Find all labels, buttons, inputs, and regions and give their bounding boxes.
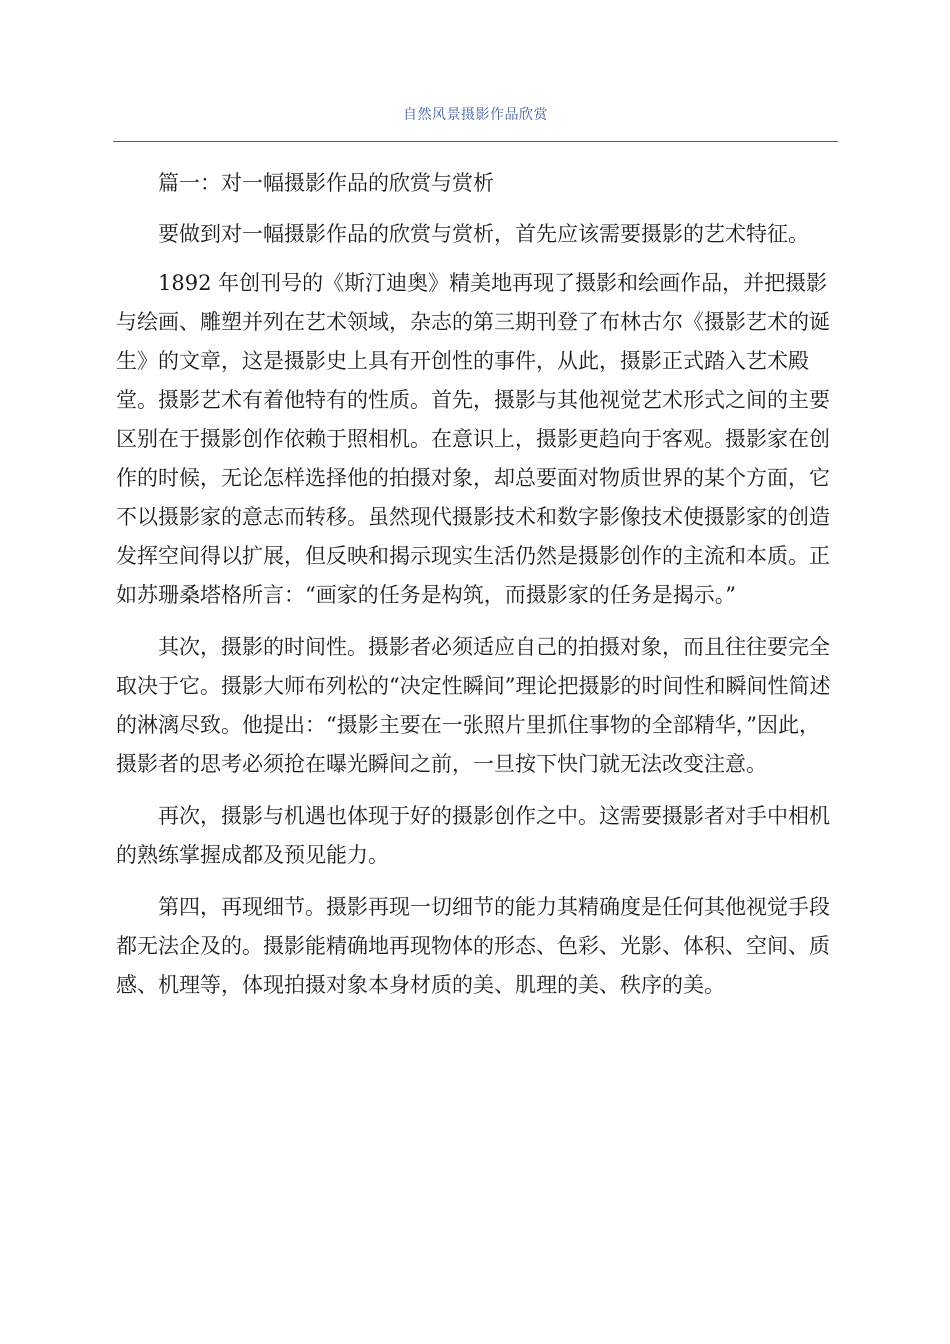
page-header-title: 自然风景摄影作品欣赏 <box>403 107 548 123</box>
paragraph-opportunity: 再次，摄影与机遇也体现于好的摄影创作之中。这需要摄影者对手中相机的熟练掌握成都及预见能力。 <box>116 804 830 867</box>
document-body <box>116 164 836 1018</box>
header-divider <box>113 141 838 142</box>
paragraph-intro: 要做到对一幅摄影作品的欣赏与赏析，首先应该需要摄影的艺术特征。 <box>158 222 809 246</box>
paragraph-details: 第四，再现细节。摄影再现一切细节的能力其精确度是任何其他视觉手段都无法企及的。摄影能精确地再现物体的形态、色彩、光影、体积、空间、质感、机理等，体现拍摄对象本身材质的美、肌理的美、秩序的美。 <box>116 895 830 997</box>
paragraph-history: 1892 年创刊号的《斯汀迪奥》精美地再现了摄影和绘画作品，并把摄影与绘画、雕塑并列在艺术领域，杂志的第三期刊登了布林古尔《摄影艺术的诞生》的文章，这是摄影史上具有开创性的事件，从此，摄影正式踏入艺术殿堂。摄影艺术有着他特有的性质。首先，摄影与其他视觉艺术形式之间的主要区别在于摄影创作依赖于照相机。在意识上，摄影更趋向于客观。摄影家在创作的时候，无论怎样选择他的拍摄对象，却总要面对物质世界的某个方面，它不以摄影家的意志而转移。虽然现代摄影技术和数字影像技术使摄影家的创造发挥空间得以扩展，但反映和揭示现实生活仍然是摄影创作的主流和本质。正如苏珊桑塔格所言：“画家的任务是构筑，而摄影家的任务是揭示。” <box>116 271 830 607</box>
paragraph-timeliness: 其次，摄影的时间性。摄影者必须适应自己的拍摄对象，而且往往要完全取决于它。摄影大师布列松的“决定性瞬间”理论把摄影的时间性和瞬间性简述的淋漓尽致。他提出：“摄影主要在一张照片里抓住事物的全部精华，”因此，摄影者的思考必须抢在曝光瞬间之前，一旦按下快门就无法改变注意。 <box>116 635 831 776</box>
section-heading: 篇一：对一幅摄影作品的欣赏与赏析 <box>158 171 494 195</box>
